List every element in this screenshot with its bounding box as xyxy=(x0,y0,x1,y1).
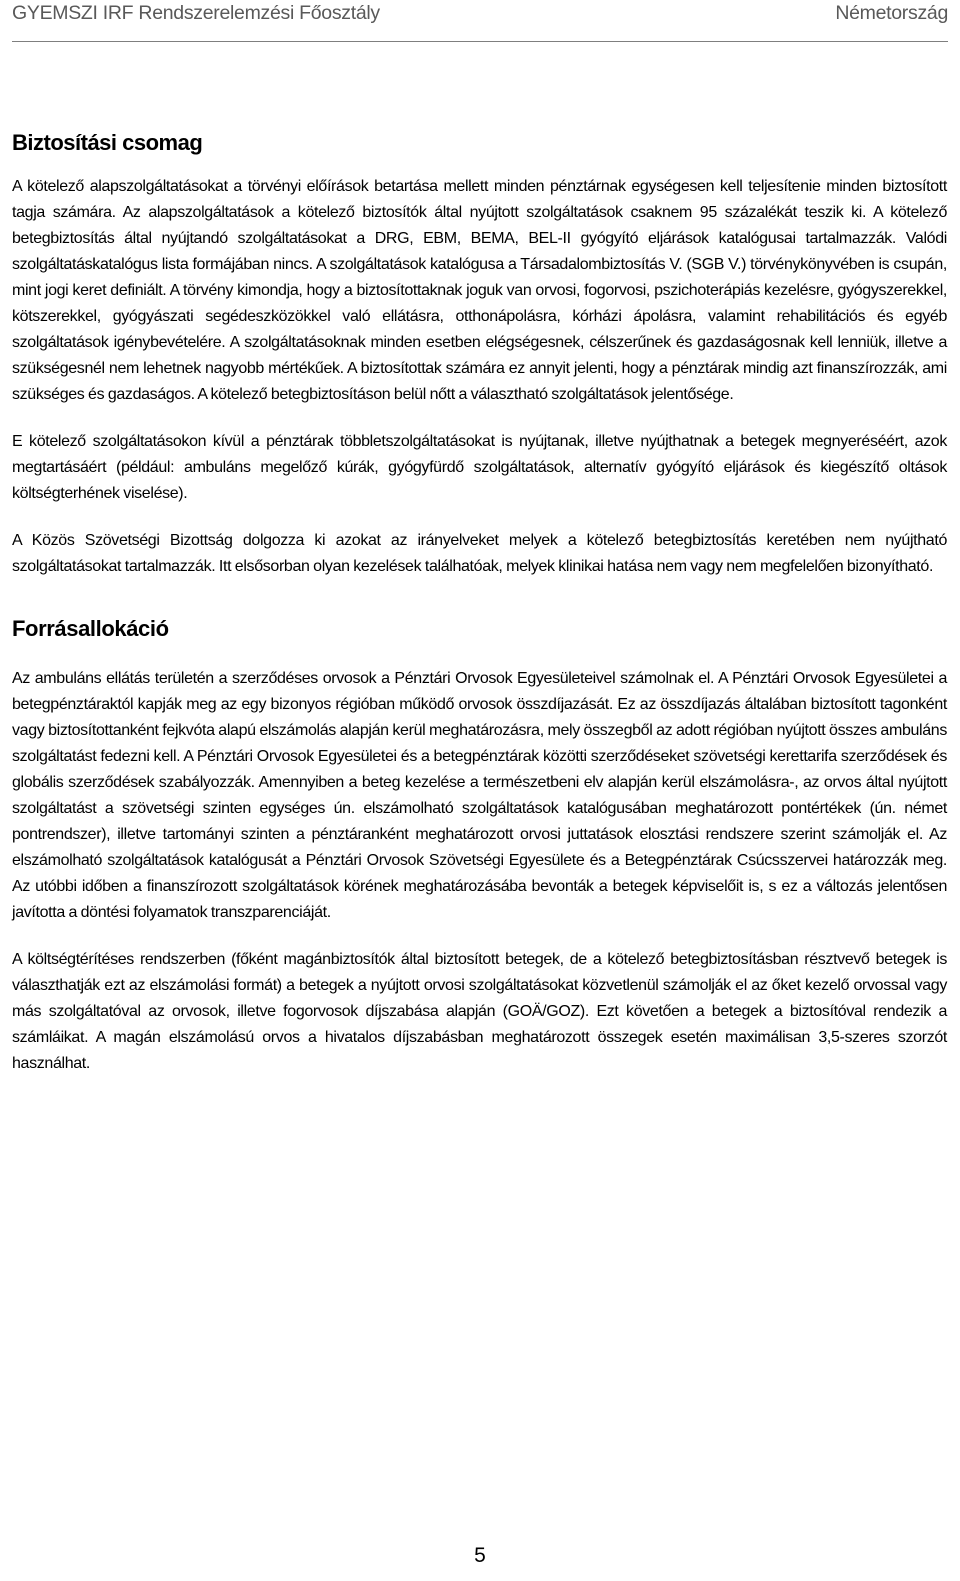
page-number: 5 xyxy=(474,1544,486,1567)
paragraph: Az ambuláns ellátás területén a szerződéses orvosok a Pénztári Orvosok Egyesületeivel számolnak el. A Pénztári Orvosok Egyesületei a betegpénztáraktól kapják meg az egy bizonyos régióban működő orvosok összdíjazását. Ez az összdíjazás általában biztosított tagonként vagy biztosítottanként fejkvóta alapú elszámolás alapján kerül meghatározásra, mely összegből az adott régióban nyújtott összes ambuláns szolgáltatást fedezni kell. A Pénztári Orvosok Egyesületei és a betegpénztárak közötti szerződéseket szövetségi kerettarifa szerződések és globális szerződések szabályozzák. Amennyiben a beteg kezelése a természetbeni elv alapján kerül elszámolásra-, az orvos által nyújtott szolgáltatást a szövetségi szinten egységes ún. elszámolható szolgáltatások katalógusában meghatározott pontértékek (ún. német pontrendszer), illetve tartományi szinten a pénztáranként meghatározott orvosi juttatások elosztási rendszere szerint számolják el. Az elszámolható szolgáltatások katalógusát a Pénztári Orvosok Szövetségi Egyesülete és a Betegpénztárak Csúcsszervei határozzák meg. Az utóbbi időben a finanszírozott szolgáltatások körének meghatározásába bevonták a betegek képviselőit is, s ez a változás jelentősen javította a döntési folyamatok transzparenciáját. xyxy=(12,670,947,921)
paragraph: A kötelező alapszolgáltatásokat a törvényi előírások betartása mellett minden pénztárnak egységesen kell teljesítenie minden biztosított tagja számára. Az alapszolgáltatások a kötelező biztosítók által nyújtott szolgáltatások csaknem 95 százalékát teszik ki. A kötelező betegbiztosítás által nyújtandó szolgáltatásokat a DRG, EBM, BEMA, BEL-II gyógyító eljárások katalógusai tartalmazzák. Valódi szolgáltatáskatalógus lista formájában nincs. A szolgáltatások katalógusa a Társadalombiztosítás V. (SGB V.) törvénykönyvében is csupán, mint jogi keret definiált. A törvény kimondja, hogy a biztosítottaknak joguk van orvosi, fogorvosi, pszichoterápiás kezelésre, gyógyszerekkel, kötszerekkel, gyógyászati segédeszközökkel való ellátásra, otthonápolásra, kórházi ápolásra, valamint rehabilitációs és egyéb szolgáltatások igénybevételére. A szolgáltatásoknak minden esetben elégségesnek, célszerűnek és gazdaságosnak kell lenniük, illetve a szükségesnél nem lehetnek nagyobb mértékűek. A biztosítottak számára ez annyit jelenti, hogy a pénztárak mindig azt finanszírozzák, ami szükséges és gazdaságos. A kötelező betegbiztosításon belül nőtt a választható szolgáltatások jelentősége. xyxy=(12,178,947,403)
paragraph: A Közös Szövetségi Bizottság dolgozza ki azokat az irányelveket melyek a kötelező betegbiztosítás keretében nem nyújtható szolgáltatásokat tartalmazzák. Itt elsősorban olyan kezelések találhatóak, melyek klinikai hatása nem vagy nem megfelelően bizonyítható. xyxy=(12,532,947,575)
paragraph: A költségtérítéses rendszerben (főként magánbiztosítók által biztosított betegek, de a kötelező betegbiztosításban résztvevő betegek is választhatják ezt az elszámolási formát) a betegek a nyújtott orvosi szolgáltatásokat közvetlenül számolják el az őket kezelő orvossal vagy más szolgáltatóval az orvosok, illetve fogorvosok díjszabása alapján (GOÄ/GOZ). Ezt követően a betegek a biztosítóval rendezik a számláikat. A magán elszámolású orvos a hivatalos díjszabásban meghatározott összegek esetén maximálisan 3,5-szeres szorzót használhat. xyxy=(12,951,947,1072)
section-title-insurance-package: Biztosítási csomag xyxy=(12,130,203,155)
header-organization: GYEMSZI IRF Rendszerelemzési Főosztály xyxy=(12,2,380,24)
header-country: Németország xyxy=(835,2,948,24)
paragraph: E kötelező szolgáltatásokon kívül a pénztárak többletszolgáltatásokat is nyújtanak, illetve nyújthatnak a betegek megnyeréséért, azok megtartásáért (például: ambuláns megelőző kúrák, gyógyfürdő szolgáltatások, alternatív gyógyító eljárások és kiegészítő oltások költségterhének viselése). xyxy=(12,433,947,502)
page-header xyxy=(12,0,948,42)
section-title-resource-allocation: Forrásallokáció xyxy=(12,616,169,641)
document-body xyxy=(12,128,947,1098)
